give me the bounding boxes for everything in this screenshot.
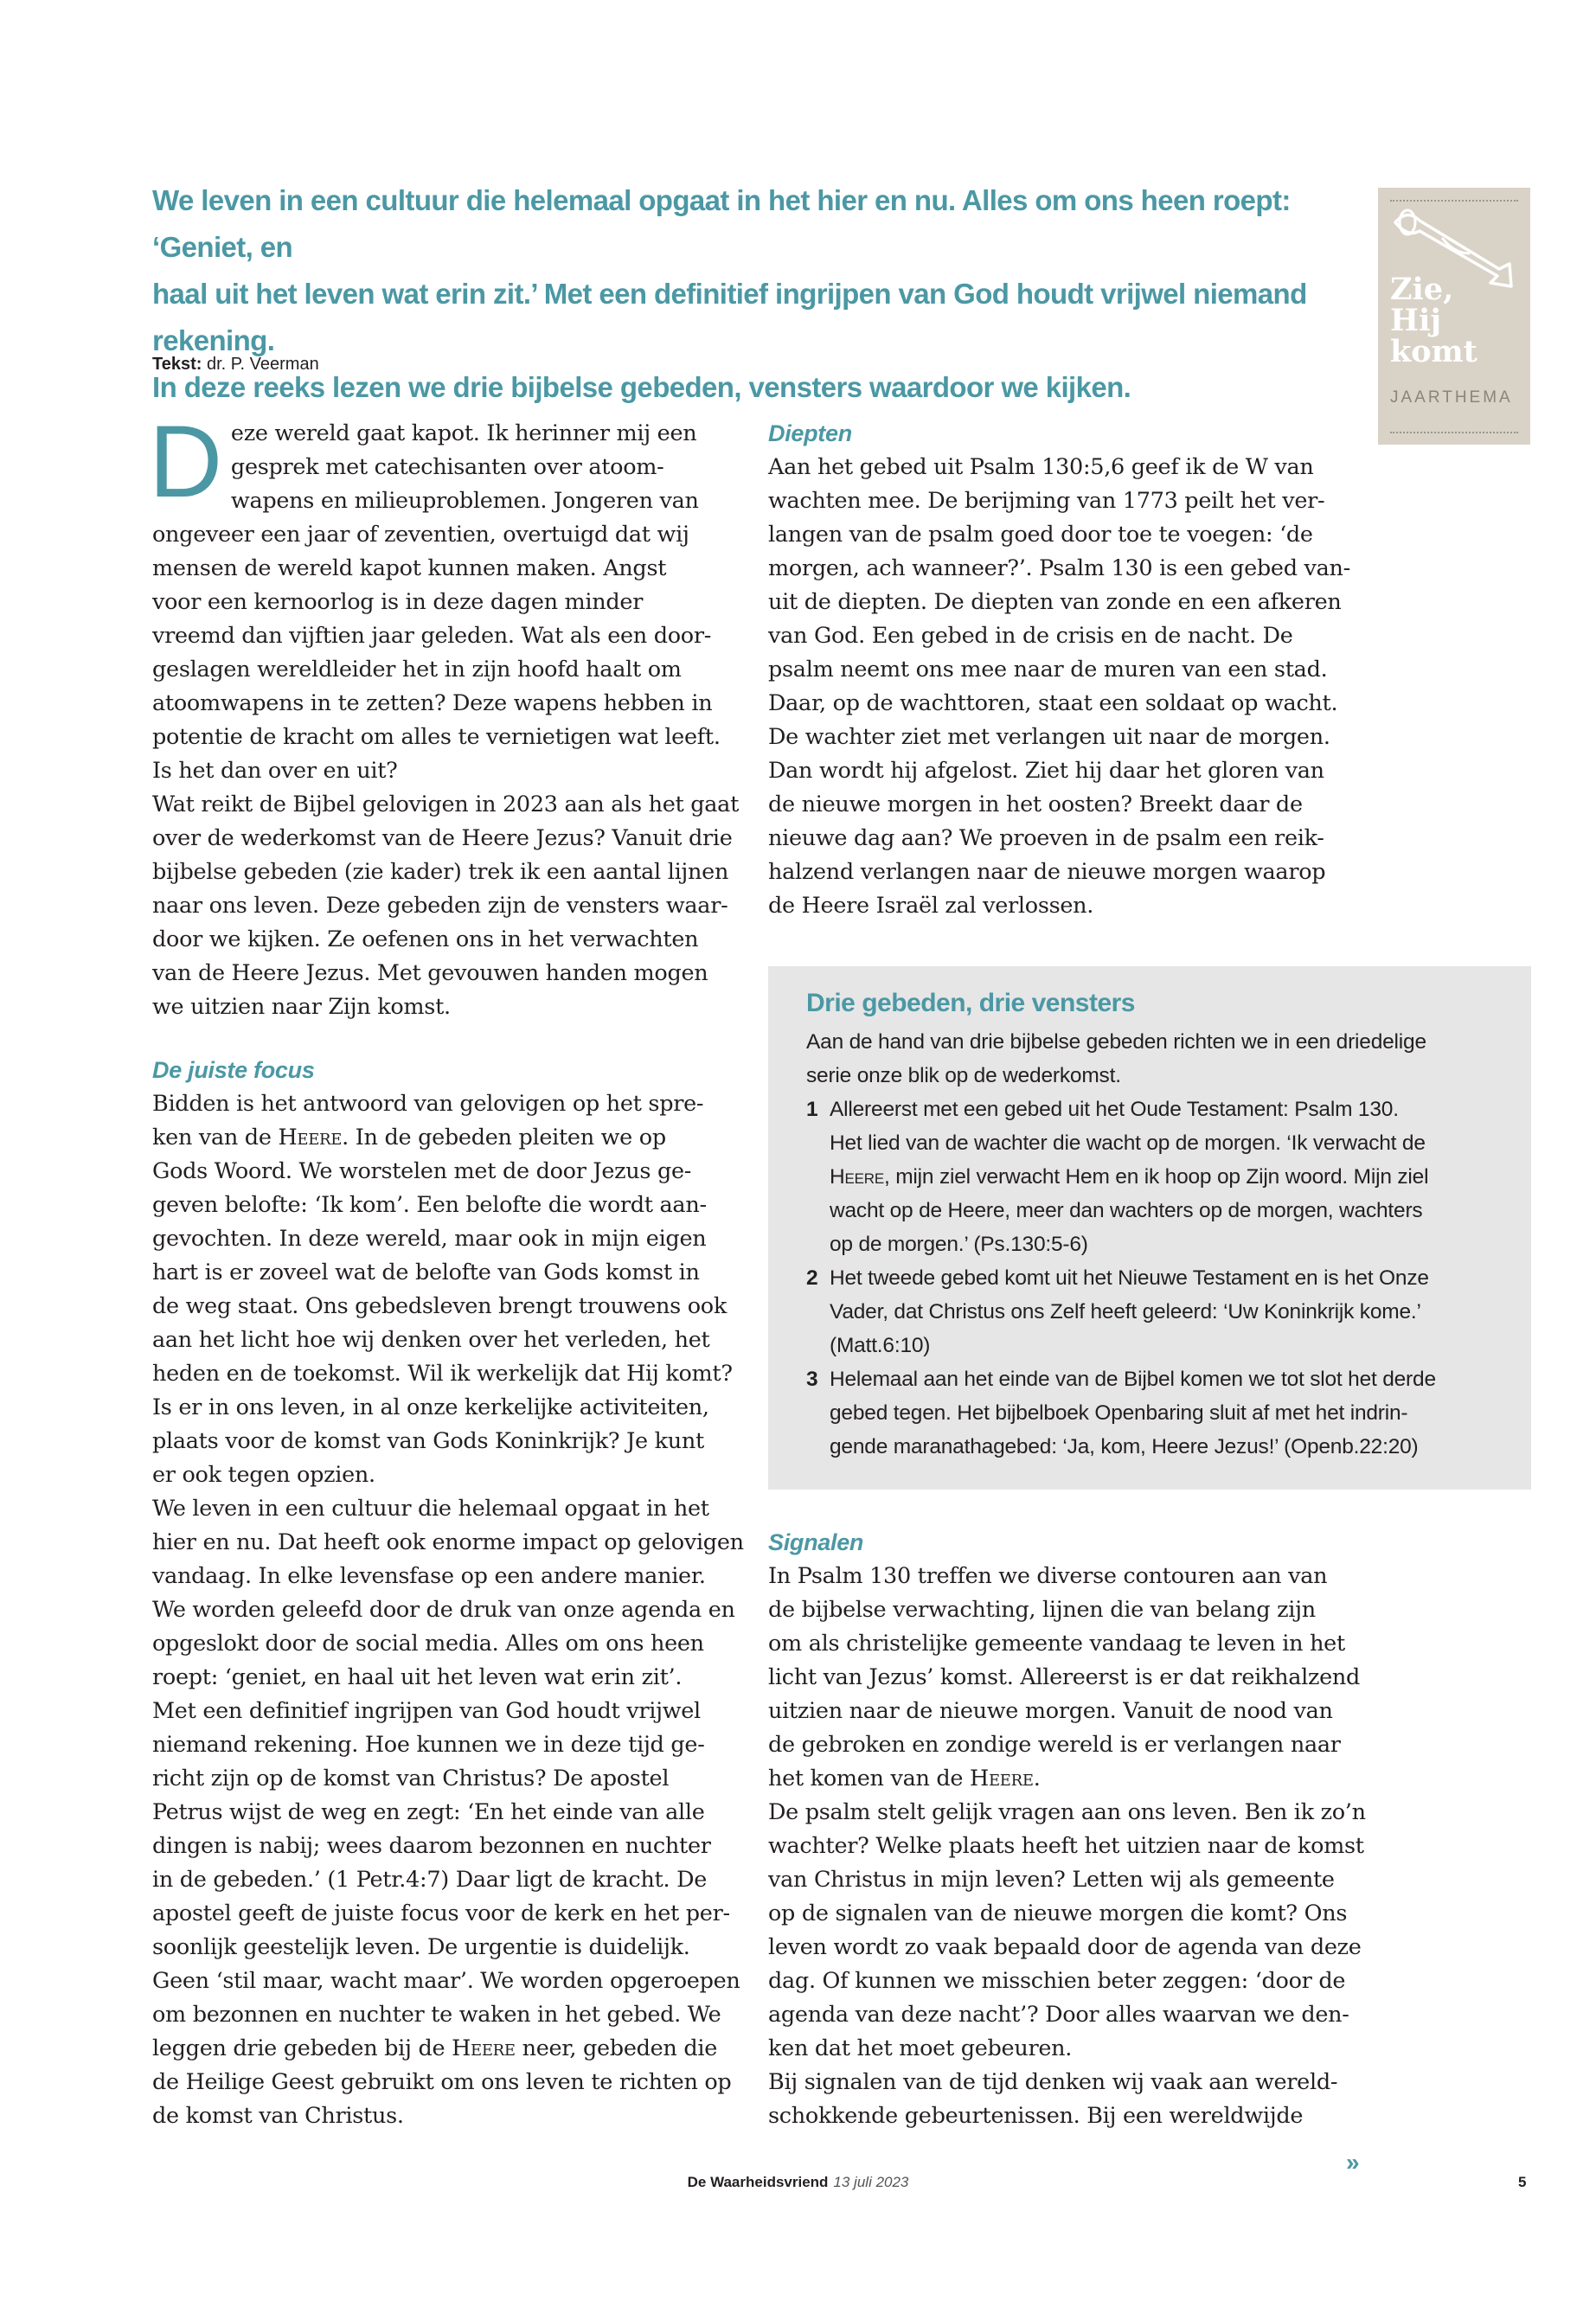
text-line: richt zijn op de komst van Christus? De apostel bbox=[152, 1766, 670, 1791]
box-item-line: (Matt.6:10) bbox=[830, 1334, 931, 1357]
text-line: De psalm stelt gelijk vragen aan ons leven. Ben ik zo’n bbox=[768, 1799, 1366, 1825]
intro-line: haal uit het leven wat erin zit.’ Met een definitief ingrijpen van God houdt vrijwel niemand rekening. bbox=[152, 278, 1307, 356]
text-line: vreemd dan vijftien jaar geleden. Wat als een door- bbox=[152, 623, 712, 649]
credit-author: dr. P. Veerman bbox=[206, 355, 319, 374]
badge-title bbox=[1390, 274, 1477, 368]
box-item-line: Allereerst met een gebed uit het Oude Testament: Psalm 130. bbox=[830, 1098, 1399, 1121]
badge-subtitle: JAARTHEMA bbox=[1390, 388, 1513, 407]
text-fragment: . In de gebeden pleiten we op bbox=[342, 1125, 666, 1150]
text-line: nieuwe dag aan? We proeven in de psalm een reik- bbox=[768, 825, 1324, 851]
text-line: agenda van deze nacht’? Door alles waarvan we den- bbox=[768, 2002, 1349, 2028]
text-line: geslagen wereldleider het in zijn hoofd haalt om bbox=[152, 657, 682, 683]
text-fragment: neer, gebeden die bbox=[515, 2035, 718, 2061]
opening-paragraph bbox=[149, 405, 740, 1024]
text-line: wachter? Welke plaats heeft het uitzien naar de komst bbox=[768, 1833, 1364, 1859]
text-line: we uitzien naar Zijn komst. bbox=[152, 994, 451, 1020]
section-heading-focus: De juiste focus bbox=[152, 1057, 315, 1083]
text-line: halzend verlangen naar de nieuwe morgen waarop bbox=[768, 859, 1326, 885]
heere-smallcaps: Heere bbox=[830, 1165, 884, 1189]
author-credit bbox=[152, 355, 319, 375]
footer-magazine: De Waarheidsvriend bbox=[687, 2174, 829, 2190]
text-line: We leven in een cultuur die helemaal opgaat in het bbox=[152, 1496, 709, 1522]
theme-badge bbox=[1378, 188, 1530, 445]
box-item-line: Het tweede gebed komt uit het Nieuwe Testament en is het Onze bbox=[830, 1266, 1429, 1290]
signalen-paragraph bbox=[768, 1560, 1374, 2133]
text-fragment: ken van de bbox=[152, 1125, 279, 1150]
right-column-bottom bbox=[768, 1526, 1374, 2133]
left-p1-lines bbox=[152, 417, 740, 1024]
box-item-line: wacht op de Heere, meer dan wachters op de morgen, wachters bbox=[830, 1199, 1423, 1222]
text-line: wachten mee. De berijming van 1773 peilt het ver- bbox=[768, 488, 1325, 514]
text-line: mensen de wereld kapot kunnen maken. Angst bbox=[152, 555, 667, 581]
badge-rule-top bbox=[1390, 200, 1518, 202]
page-number: 5 bbox=[1518, 2174, 1527, 2190]
text-line: over de wederkomst van de Heere Jezus? Vanuit drie bbox=[152, 825, 733, 851]
text-line: door we kijken. Ze oefenen ons in het verwachten bbox=[152, 926, 699, 952]
text-line: er ook tegen opzien. bbox=[152, 1462, 375, 1488]
text-line: plaats voor de komst van Gods Koninkrijk? Je kunt bbox=[152, 1428, 704, 1454]
text-line: Aan het gebed uit Psalm 130:5,6 geef ik de W van bbox=[768, 454, 1314, 480]
text-line: soonlijk geestelijk leven. De urgentie is duidelijk. bbox=[152, 1934, 690, 1960]
text-line: heden en de toekomst. Wil ik werkelijk dat Hij komt? bbox=[152, 1361, 733, 1387]
text-line: ongeveer een jaar of zeventien, overtuigd dat wij bbox=[152, 522, 689, 548]
text-line: Is het dan over en uit? bbox=[152, 758, 398, 784]
left-column bbox=[149, 405, 744, 2133]
box-item-2 bbox=[806, 1261, 1516, 1362]
text-line: ken dat het moet gebeuren. bbox=[768, 2035, 1073, 2061]
box-item-line bbox=[830, 1160, 1516, 1194]
right-column-top bbox=[768, 417, 1374, 923]
text-line: Wat reikt de Bijbel gelovigen in 2023 aan als het gaat bbox=[152, 792, 740, 817]
box-intro-line: serie onze blik op de wederkomst. bbox=[806, 1064, 1121, 1087]
text-line: Petrus wijst de weg en zegt: ‘En het einde van alle bbox=[152, 1799, 705, 1825]
intro-line: In deze reeks lezen we drie bijbelse gebeden, vensters waardoor we kijken. bbox=[152, 371, 1131, 403]
diepten-paragraph bbox=[768, 451, 1374, 923]
text-line: van God. Een gebed in de crisis en de nacht. De bbox=[768, 623, 1293, 649]
text-line bbox=[152, 1121, 740, 1155]
text-line: langen van de psalm goed door toe te voegen: ‘de bbox=[768, 522, 1313, 548]
text-line: Met een definitief ingrijpen van God houdt vrijwel bbox=[152, 1698, 701, 1724]
text-line: in de gebeden.’ (1 Petr.4:7) Daar ligt de kracht. De bbox=[152, 1867, 708, 1893]
text-line: van Christus in mijn leven? Letten wij als gemeente bbox=[768, 1867, 1335, 1893]
text-line: om bezonnen en nuchter te waken in het gebed. We bbox=[152, 2002, 721, 2028]
text-line: eze wereld gaat kapot. Ik herinner mij een bbox=[230, 420, 697, 446]
text-fragment: leggen drie gebeden bij de bbox=[152, 2035, 452, 2061]
text-line: hier en nu. Dat heeft ook enorme impact op gelovigen bbox=[152, 1529, 744, 1555]
section-heading-diepten: Diepten bbox=[768, 420, 852, 446]
text-line: Dan wordt hij afgelost. Ziet hij daar het gloren van bbox=[768, 758, 1324, 784]
text-line: de Heere Israël zal verlossen. bbox=[768, 893, 1094, 919]
text-line: We worden geleefd door de druk van onze agenda en bbox=[152, 1597, 735, 1623]
badge-title-line: Zie, bbox=[1390, 272, 1454, 307]
text-line: Bidden is het antwoord van gelovigen op het spre- bbox=[152, 1091, 704, 1117]
focus-paragraph bbox=[152, 1087, 744, 2133]
text-line: roept: ‘geniet, en haal uit het leven wat erin zit’. bbox=[152, 1664, 683, 1690]
text-line: leven wordt zo vaak bepaald door de agenda van deze bbox=[768, 1934, 1362, 1960]
text-line: dag. Of kunnen we misschien beter zeggen: ‘door de bbox=[768, 1968, 1346, 1994]
text-line: om als christelijke gemeente vandaag te leven in het bbox=[768, 1631, 1345, 1657]
badge-title-line: Hij bbox=[1390, 303, 1442, 338]
text-line: de weg staat. Ons gebedsleven brengt trouwens ook bbox=[152, 1293, 727, 1319]
text-line: licht van Jezus’ komst. Allereerst is er dat reikhalzend bbox=[768, 1664, 1361, 1690]
text-line: Bij signalen van de tijd denken wij vaak aan wereld- bbox=[768, 2069, 1338, 2095]
text-line: de gebroken en zondige wereld is er verlangen naar bbox=[768, 1732, 1341, 1758]
text-line: op de signalen van de nieuwe morgen die komt? Ons bbox=[768, 1900, 1348, 1926]
box-item-3 bbox=[806, 1362, 1516, 1464]
heere-smallcaps: Heere bbox=[452, 2035, 516, 2061]
intro-lead bbox=[152, 177, 1346, 411]
text-line: uit de diepten. De diepten van zonde en een afkeren bbox=[768, 589, 1342, 615]
text-line: gesprek met catechisanten over atoom- bbox=[230, 454, 664, 480]
text-line: de Heilige Geest gebruikt om ons leven te richten op bbox=[152, 2069, 732, 2095]
box-item-1 bbox=[806, 1093, 1516, 1261]
text-fragment: . bbox=[1033, 1766, 1041, 1791]
box-item-number: 2 bbox=[806, 1266, 818, 1290]
sidebar-box bbox=[768, 966, 1531, 1490]
left-p2-end-lines bbox=[152, 2066, 740, 2133]
text-line: geven belofte: ‘Ik kom’. Een belofte die wordt aan- bbox=[152, 1192, 707, 1218]
box-item-line: Helemaal aan het einde van de Bijbel komen we tot slot het derde bbox=[830, 1368, 1436, 1391]
box-item-line: op de morgen.’ (Ps.130:5-6) bbox=[830, 1233, 1088, 1256]
text-line: hart is er zoveel wat de belofte van Gods komst in bbox=[152, 1259, 700, 1285]
section-heading-signalen: Signalen bbox=[768, 1529, 864, 1555]
text-line: morgen, ach wanneer?’. Psalm 130 is een gebed van- bbox=[768, 555, 1350, 581]
text-fragment: het komen van de bbox=[768, 1766, 971, 1791]
page-footer bbox=[0, 2174, 1596, 2191]
text-line bbox=[152, 2032, 740, 2066]
text-line: schokkende gebeurtenissen. Bij een wereldwijde bbox=[768, 2103, 1304, 2129]
drop-cap: D bbox=[149, 405, 222, 519]
text-line: atoomwapens in te zetten? Deze wapens hebben in bbox=[152, 690, 713, 716]
heere-smallcaps: Heere bbox=[278, 1125, 343, 1150]
text-line: vandaag. In elke levensfase op een andere manier. bbox=[152, 1563, 706, 1589]
text-line: naar ons leven. Deze gebeden zijn de vensters waar- bbox=[152, 893, 728, 919]
right-p2-lines bbox=[768, 1560, 1374, 1762]
badge-rule-bottom bbox=[1390, 432, 1518, 433]
text-line: de komst van Christus. bbox=[152, 2103, 404, 2129]
right-p3-lines bbox=[768, 1796, 1374, 2133]
text-line: gevochten. In deze wereld, maar ook in mijn eigen bbox=[152, 1226, 707, 1252]
text-fragment: , mijn ziel verwacht Hem en ik hoop op Zijn woord. Mijn ziel bbox=[884, 1165, 1429, 1189]
text-line: uitzien naar de nieuwe morgen. Vanuit de nood van bbox=[768, 1698, 1333, 1724]
box-body bbox=[806, 1025, 1516, 1464]
text-line: Daar, op de wachttoren, staat een soldaat op wacht. bbox=[768, 690, 1338, 716]
box-item-line: Het lied van de wachter die wacht op de morgen. ‘Ik verwacht de bbox=[830, 1131, 1426, 1155]
text-line: van de Heere Jezus. Met gevouwen handen mogen bbox=[152, 960, 708, 986]
text-line: voor een kernoorlog is in deze dagen minder bbox=[152, 589, 644, 615]
text-line: psalm neemt ons mee naar de muren van een stad. bbox=[768, 657, 1328, 683]
box-item-number: 3 bbox=[806, 1368, 818, 1391]
text-line: In Psalm 130 treffen we diverse contouren aan van bbox=[768, 1563, 1328, 1589]
box-item-line: gende maranathagebed: ‘Ja, kom, Heere Jezus!’ (Openb.22:20) bbox=[830, 1435, 1419, 1458]
box-item-line: Vader, dat Christus ons Zelf heeft geleerd: ‘Uw Koninkrijk kome.’ bbox=[830, 1300, 1421, 1324]
badge-title-line: komt bbox=[1390, 334, 1477, 369]
text-line bbox=[768, 1762, 1374, 1796]
left-p2-lines bbox=[152, 1155, 744, 2032]
text-line: potentie de kracht om alles te vernietigen wat leeft. bbox=[152, 724, 721, 750]
intro-line: We leven in een cultuur die helemaal opgaat in het hier en nu. Alles om ons heen roept: ‘Geniet, en bbox=[152, 184, 1291, 263]
text-line: bijbelse gebeden (zie kader) trek ik een aantal lijnen bbox=[152, 859, 729, 885]
credit-label: Tekst: bbox=[152, 355, 202, 374]
text-line: wapens en milieuproblemen. Jongeren van bbox=[230, 488, 699, 514]
box-title: Drie gebeden, drie vensters bbox=[806, 989, 1135, 1017]
footer-date: 13 juli 2023 bbox=[833, 2174, 909, 2190]
text-line: Geen ‘stil maar, wacht maar’. We worden opgeroepen bbox=[152, 1968, 740, 1994]
text-line: aan het licht hoe wij denken over het verleden, het bbox=[152, 1327, 710, 1353]
text-line: Is er in ons leven, in al onze kerkelijke activiteiten, bbox=[152, 1394, 709, 1420]
box-intro-line: Aan de hand van drie bijbelse gebeden richten we in een driedelige bbox=[806, 1030, 1426, 1054]
text-line: apostel geeft de juiste focus voor de kerk en het per- bbox=[152, 1900, 730, 1926]
text-line: Gods Woord. We worstelen met de door Jezus ge- bbox=[152, 1158, 692, 1184]
text-line: opgeslokt door de social media. Alles om ons heen bbox=[152, 1631, 704, 1657]
text-line: de bijbelse verwachting, lijnen die van belang zijn bbox=[768, 1597, 1316, 1623]
heere-smallcaps: Heere bbox=[970, 1766, 1034, 1791]
text-line: de nieuwe morgen in het oosten? Breekt daar de bbox=[768, 792, 1303, 817]
box-item-line: gebed tegen. Het bijbelboek Openbaring sluit af met het indrin- bbox=[830, 1401, 1408, 1425]
box-item-number: 1 bbox=[806, 1098, 818, 1121]
continue-arrow: » bbox=[1346, 2149, 1360, 2176]
text-line: niemand rekening. Hoe kunnen we in deze tijd ge- bbox=[152, 1732, 705, 1758]
text-line: dingen is nabij; wees daarom bezonnen en nuchter bbox=[152, 1833, 711, 1859]
text-line: De wachter ziet met verlangen uit naar de morgen. bbox=[768, 724, 1330, 750]
